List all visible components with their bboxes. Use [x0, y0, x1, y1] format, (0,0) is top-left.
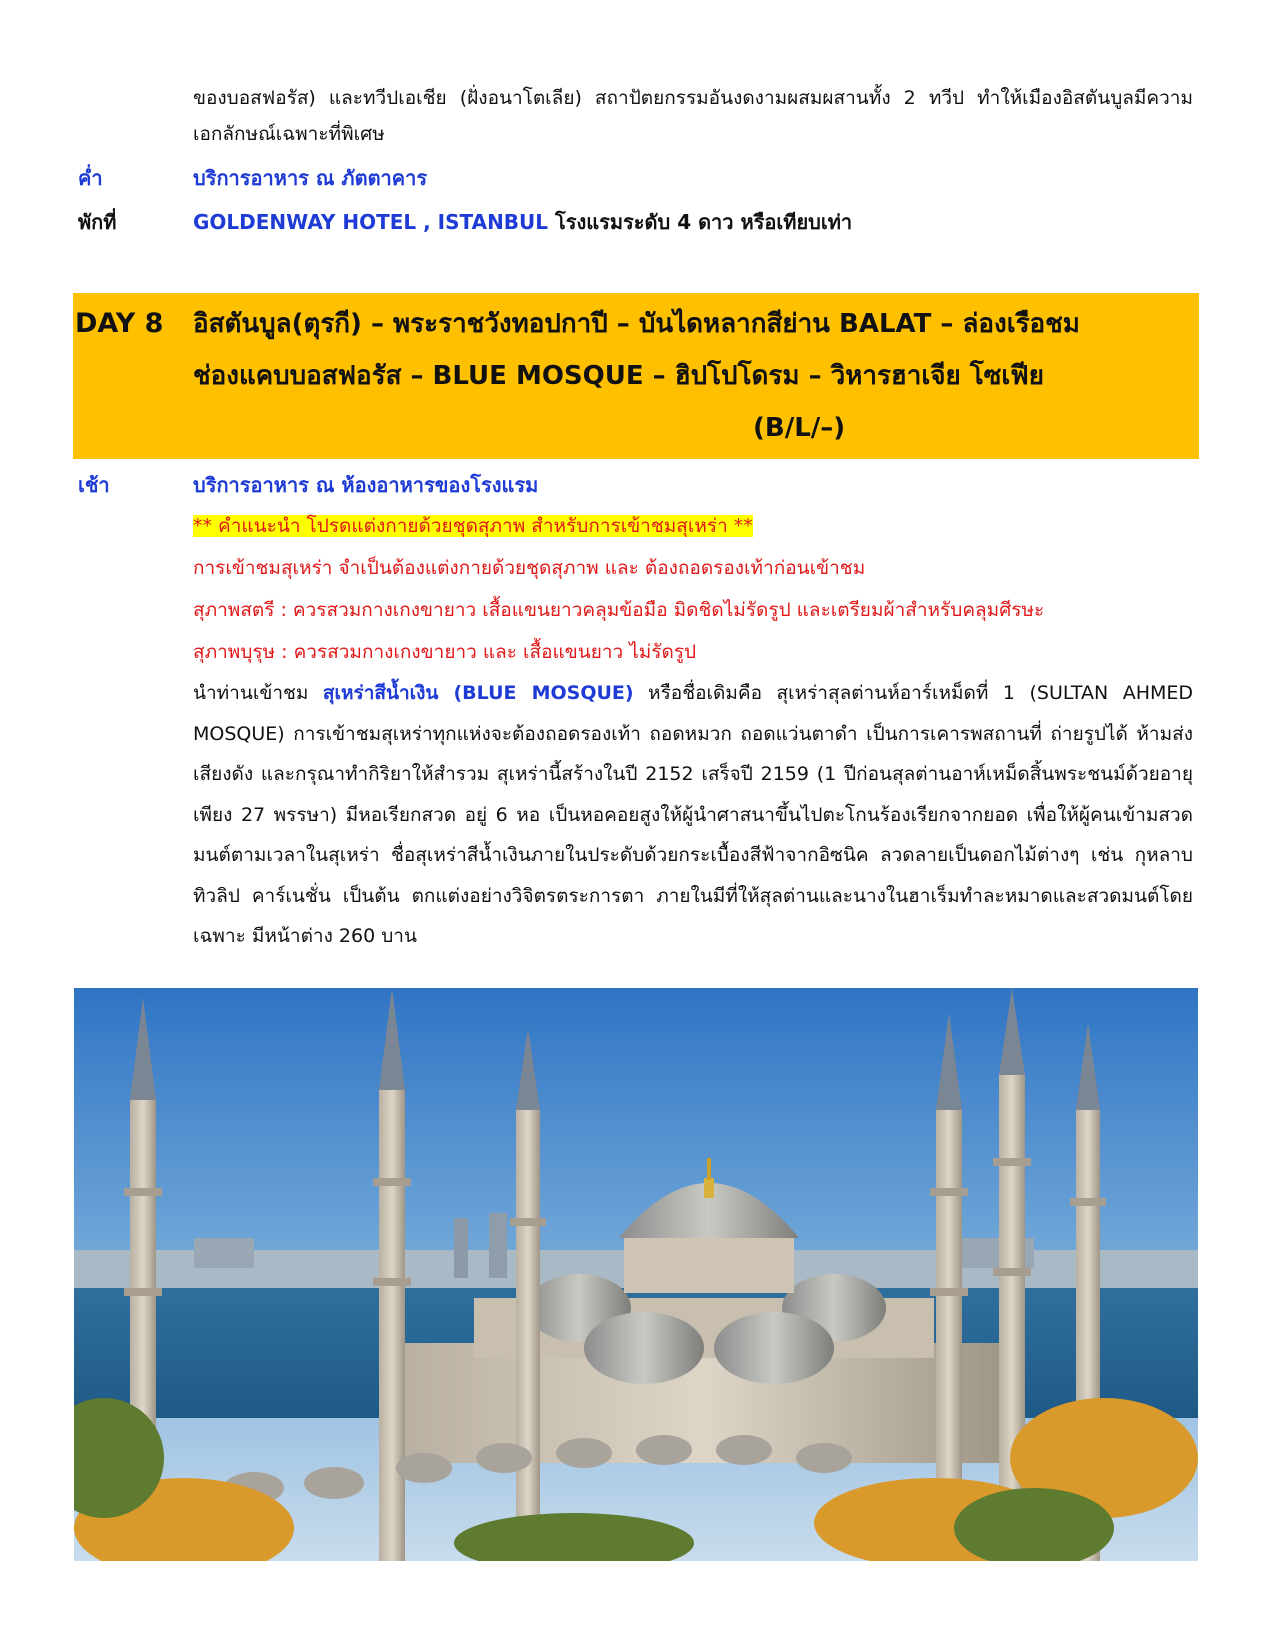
hotel-label: พักที่ [78, 210, 117, 234]
day-title-line1: อิสตันบูล(ตุรกี) – พระราชวังทอปกาปี – บันไดหลากสีย่าน BALAT – ล่องเรือชม [193, 309, 1080, 339]
day-number: DAY 8 [75, 308, 164, 339]
mosque-name: สุเหร่าสีน้ำเงิน (BLUE MOSQUE) [322, 682, 634, 704]
mosque-paragraph [193, 673, 1193, 957]
advice-line2: สุภาพสตรี : ควรสวมกางเกงขายาว เสื้อแขนยาวคลุมข้อมือ มิดชิดไม่รัดรูป และเตรียมผ้าสำหรับคลุมศีรษะ [193, 599, 1045, 621]
hotel-rating: โรงแรมระดับ 4 ดาว หรือเทียบเท่า [548, 210, 853, 234]
advice-line1: การเข้าชมสุเหร่า จำเป็นต้องแต่งกายด้วยชุดสุภาพ และ ต้องถอดรองเท้าก่อนเข้าชม [193, 557, 866, 579]
blue-mosque-illustration [74, 988, 1198, 1561]
mosque-body: หรือชื่อเดิมคือ สุเหร่าสุลต่านห์อาร์เหม็ดที่ 1 (SULTAN AHMED MOSQUE) การเข้าชมสุเหร่าทุกแห่งจะต้องถอดรองเท้า ถอดหมวก ถอดแว่นตาดำ เป็นการเคารพสถานที่ ถ่ายรูปได้ ห้ามส่งเสียงดัง และกรุณาทำกิริยาให้สำรวม สุเหร่านี้สร้างในปี 2152 เสร็จปี 2159 (1 ปีก่อนสุลต่านอาห์เหม็ดสิ้นพระชนม์ด้วยอายุเพียง 27 พรรษา) มีหอเรียกสวด อยู่ 6 หอ เป็นหอคอยสูงให้ผู้นำศาสนาขึ้นไปตะโกนร้องเรียกจากยอด เพื่อให้ผู้คนเข้ามสวดมนต์ตามเวลาในสุเหร่า ชื่อสุเหร่าสีน้ำเงินภายในประดับด้วยกระเบื้องสีฟ้าจากอิซนิค ลวดลายเป็นดอกไม้ต่างๆ เช่น กุหลาบ ทิวลิป คาร์เนชั่น เป็นต้น ตกแต่งอย่างวิจิตรตระการตา ภายในมีที่ให้สุลต่านและนางในฮาเร็มทำละหมาดและสวดมนต์โดยเฉพาะ มีหน้าต่าง 260 บาน [193, 682, 1194, 947]
mosque-lead: นำท่านเข้าชม [193, 682, 323, 704]
day-meals: (B/L/–) [753, 413, 846, 443]
advice-highlight-line [193, 506, 753, 546]
dinner-text: บริการอาหาร ณ ภัตตาคาร [193, 166, 428, 190]
breakfast-text: บริการอาหาร ณ ห้องอาหารของโรงแรม [193, 473, 539, 497]
day-banner [73, 293, 1199, 459]
advice-highlight: ** คำแนะนำ โปรดแต่งกายด้วยชุดสุภาพ สำหรับการเข้าชมสุเหร่า ** [193, 515, 753, 537]
hotel-name: GOLDENWAY HOTEL , ISTANBUL [193, 210, 549, 234]
blue-mosque-photo [74, 988, 1198, 1561]
intro-paragraph: ของบอสฟอรัส) และทวีปเอเชีย (ฝั่งอนาโตเลีย) สถาปัตยกรรมอันงดงามผสมผสานทั้ง 2 ทวีป ทำให้เมืองอิสตันบูลมีความเอกลักษณ์เฉพาะที่พิเศษ [193, 87, 1193, 145]
advice-line3: สุภาพบุรุษ : ควรสวมกางเกงขายาว และ เสื้อแขนยาว ไม่รัดรูป [193, 641, 697, 663]
breakfast-label: เช้า [78, 473, 110, 497]
hotel-value [193, 202, 852, 242]
day-title-line2: ช่องแคบบอสฟอรัส – BLUE MOSQUE – ฮิปโปโดรม – วิหารฮาเจีย โซเฟีย [193, 361, 1044, 391]
dinner-label: ค่ำ [78, 166, 103, 190]
